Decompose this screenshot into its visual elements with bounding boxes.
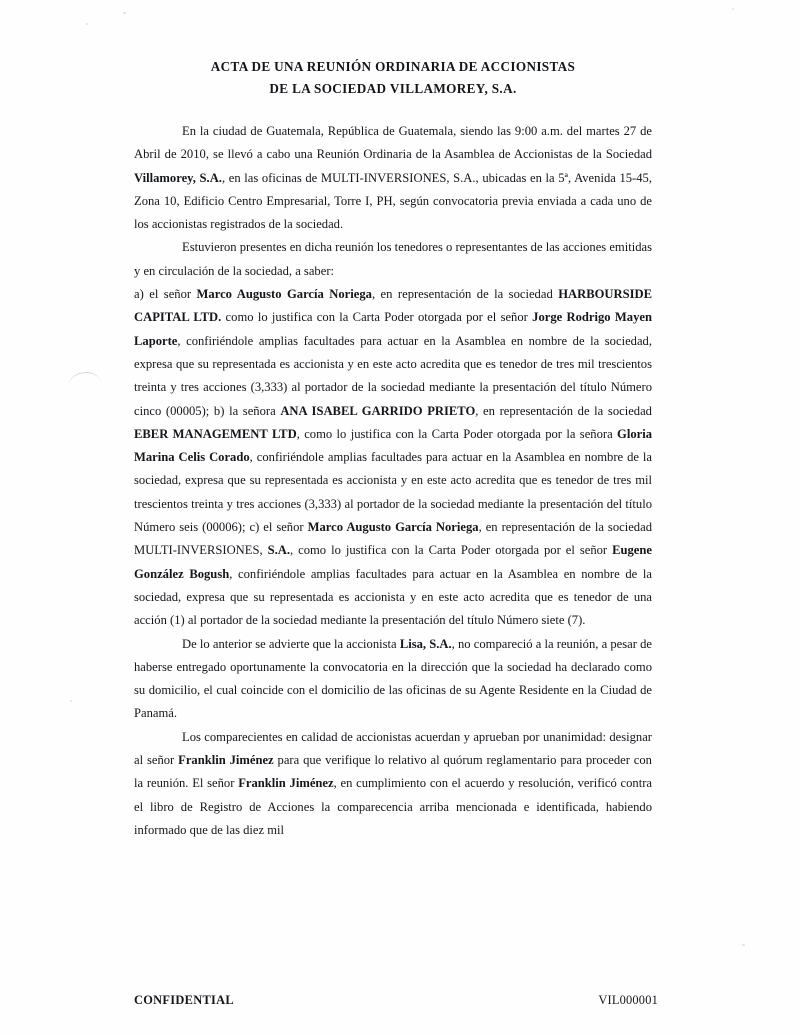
body-text-run: , como lo justifica con la Carta Poder otorgada por el señor <box>290 543 613 558</box>
scan-speckle <box>732 8 734 10</box>
emphasis-text: Eugene González Bogush <box>134 543 652 581</box>
emphasis-text: EBER MANAGEMENT LTD <box>134 426 297 441</box>
body-text-run: como lo justifica con la Carta Poder otorgada por el señor <box>221 310 533 325</box>
body-text-run: , confiriéndole amplias facultades para actuar en la Asamblea en nombre de la sociedad, expresa que su representada es accionista y en este acto acredita que es tenedor de una acción (1) al portador de la sociedad mediante la presentación del título Número siete (7). <box>134 566 653 628</box>
body-text-run: para que verifique lo relativo al quórum reglamentario para proceder con la reunión. El señor <box>134 753 652 791</box>
confidential-label: CONFIDENTIAL <box>134 993 234 1007</box>
body-text-run: a) el señor <box>134 287 197 302</box>
body-text-run: , como lo justifica con la Carta Poder otorgada por la señora <box>296 426 618 441</box>
body-text-run: , en las oficinas de MULTI-INVERSIONES, S.A., ubicadas en la 5ª, Avenida 15-45, Zona 10, Edificio Centro Empresarial, Torre I, PH, según convocatoria previa enviada a cada uno de los accionistas registrados de la sociedad. <box>134 170 652 232</box>
bates-number: VIL000001 <box>598 993 658 1007</box>
document-title-line-1: ACTA DE UNA REUNIÓN ORDINARIA DE ACCIONISTAS <box>210 59 576 74</box>
body-text-run: , no compareció a la reunión, a pesar de haberse entregado oportunamente la convocatoria en la dirección que la sociedad ha declarado como su domicilio, el cual coincide con el domicilio de las oficinas de su Agente Residente en la Ciudad de Panamá. <box>134 636 653 721</box>
paragraph-shareholders <box>134 283 652 632</box>
scan-speckle <box>742 944 745 946</box>
margin-pencil-mark <box>67 371 102 390</box>
paragraph-attendance-intro <box>134 236 652 283</box>
page-footer <box>134 993 658 1008</box>
body-text-run: , confiriéndole amplias facultades para actuar en la Asamblea en nombre de la sociedad, expresa que su representada es accionista y en este acto acredita que es tenedor de tres mil trescientos treinta y tres acciones (3,333) al portador de la sociedad mediante la presentación del título Número cinco (00005); b) la señora <box>134 333 652 418</box>
emphasis-text: HARBOURSIDE CAPITAL LTD. <box>134 287 652 325</box>
emphasis-text: S.A. <box>267 543 290 558</box>
document-title-line-2: DE LA SOCIEDAD VILLAMOREY, S.A. <box>269 81 517 96</box>
scan-speckle <box>86 23 88 25</box>
body-text-run: , en cumplimiento con el acuerdo y resolución, verificó contra el libro de Registro de Acciones la comparecencia arriba mencionada e identificada, habiendo informado que de las diez mil <box>134 776 652 837</box>
body-text-run: , confiriéndole amplias facultades para actuar en la Asamblea en nombre de la sociedad, expresa que su representada es accionista y en este acto acredita que es tenedor de tres mil trescientos treinta y tres acciones (3,333) al portador de la sociedad mediante la presentación del título Número seis (00006); c) el señor <box>134 450 652 535</box>
body-text-run: Estuvieron presentes en dicha reunión los tenedores o representantes de las acciones emitidas y en circulación de la sociedad, a saber: <box>134 240 653 278</box>
document-body <box>134 120 652 842</box>
emphasis-text: Jorge Rodrigo Mayen Laporte <box>134 310 652 348</box>
emphasis-text: Franklin Jiménez <box>178 753 274 768</box>
body-text-run: De lo anterior se advierte que la accionista <box>182 636 400 651</box>
emphasis-text: ANA ISABEL GARRIDO PRIETO <box>280 403 476 418</box>
paragraph-quorum-resolution <box>134 726 652 842</box>
body-text-run: , en representación de la sociedad <box>371 287 559 302</box>
document-title <box>134 56 652 100</box>
emphasis-text: Franklin Jiménez <box>238 776 334 791</box>
scan-speckle <box>70 700 72 702</box>
emphasis-text: Marco Augusto García Noriega <box>307 520 479 535</box>
emphasis-text: Gloria Marina Celis Corado <box>134 426 653 465</box>
paragraph-opening <box>134 120 652 236</box>
body-text-run: En la ciudad de Guatemala, República de Guatemala, siendo las 9:00 a.m. del martes 27 de Abril de 2010, se llevó a cabo una Reunión Ordinaria de la Asamblea de Accionistas de la Sociedad <box>134 124 652 162</box>
body-text-run: , en representación de la sociedad <box>475 403 652 418</box>
scan-speckle <box>123 12 126 14</box>
paragraph-absent-shareholder <box>134 633 652 726</box>
emphasis-text: Lisa, S.A. <box>399 636 452 651</box>
body-text-run: Los comparecientes en calidad de accionistas acuerdan y aprueban por unanimidad: designar al señor <box>134 729 652 768</box>
body-text-run: , en representación de la sociedad MULTI-INVERSIONES, <box>134 520 652 558</box>
emphasis-text: Villamorey, S.A. <box>134 170 222 185</box>
emphasis-text: Marco Augusto García Noriega <box>196 287 372 302</box>
